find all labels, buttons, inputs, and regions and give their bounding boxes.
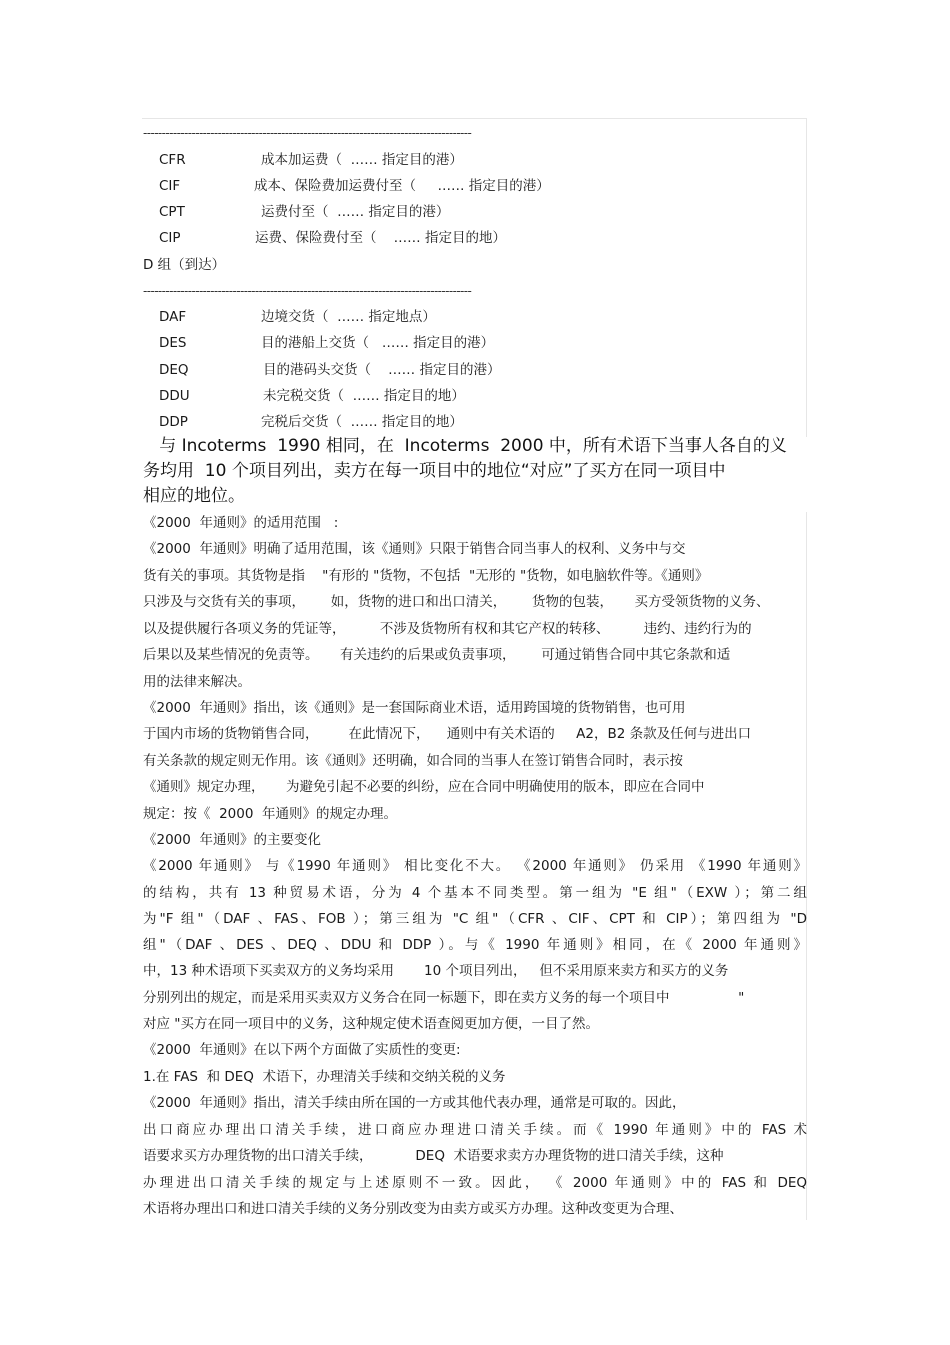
term-code: CIP — [159, 230, 181, 246]
body-line: 1.在 FAS 和 DEQ 术语下，办理清关手续和交纳关税的义务 — [143, 1069, 506, 1085]
body-line: 有关条款的规定则无作用。该《通则》还明确，如合同的当事人在签订销售合同时，表示按 — [143, 753, 683, 769]
term-row — [159, 151, 463, 169]
term-row — [159, 387, 465, 405]
body-line: 用的法律来解决。 — [143, 674, 251, 690]
term-row — [159, 177, 550, 195]
term-row — [159, 334, 494, 352]
body-line: 《2000 年通则》指出，清关手续由所在国的一方或其他代表办理，通常是可取的。因此， — [143, 1095, 686, 1111]
term-row — [159, 413, 463, 431]
term-code: DDP — [159, 414, 188, 430]
body-line: 语要求买方办理货物的出口清关手续， DEQ 术语要求卖方办理货物的进口清关手续，这种 — [143, 1148, 724, 1164]
term-desc: 目的港船上交货（ …… 指定目的港） — [261, 335, 495, 351]
body-line: 《2000 年通则》明确了适用范围，该《通则》只限于销售合同当事人的权利、义务中与交 — [143, 541, 686, 557]
term-code: CFR — [159, 152, 186, 168]
summary-paragraph-line: 相应的地位。 — [143, 486, 245, 506]
body-line: 只涉及与交货有关的事项， 如，货物的进口和出口清关， 货物的包装， 买方受领货物的义务、 — [143, 594, 770, 610]
term-desc: 成本、保险费加运费付至（ …… 指定目的港） — [254, 178, 550, 194]
body-line: 《2000 年通则》 与《1990 年通则》 相比变化不大。 《2000 年通则》 仍采用 《1990 年通则》 — [143, 858, 807, 874]
term-desc: 边境交货（ …… 指定地点） — [261, 309, 436, 325]
term-code: CPT — [159, 204, 185, 220]
term-row — [159, 229, 506, 247]
term-code: DES — [159, 335, 187, 351]
term-code: DDU — [159, 388, 190, 404]
term-code: DAF — [159, 309, 187, 325]
term-desc: 成本加运费（ …… 指定目的港） — [261, 152, 463, 168]
term-desc: 运费、保险费付至（ …… 指定目的地） — [255, 230, 506, 246]
term-desc: 完税后交货（ …… 指定目的地） — [261, 414, 463, 430]
body-line: 于国内市场的货物销售合同， 在此情况下， 通则中有关术语的 A2，B2 条款及任何与进出口 — [143, 726, 752, 742]
summary-paragraph-line: 务均用 10 个项目列出，卖方在每一项目中的地位“对应”了买方在同一项目中 — [143, 461, 726, 481]
body-line: 规定：按《 2000 年通则》的规定办理。 — [143, 806, 398, 822]
term-desc: 目的港码头交货（ …… 指定目的港） — [263, 362, 501, 378]
body-line: 《2000 年通则》的主要变化 — [143, 832, 321, 848]
body-line: 办理进出口清关手续的规定与上述原则不一致。因此， 《 2000 年通则》中的 FAS 和 DEQ — [143, 1175, 807, 1191]
body-line: 组"（DAF 、DES 、DEQ 、DDU 和 DDP ）。与《 1990 年通则》相同，在《 2000 年通则》 — [143, 937, 807, 953]
term-code: DEQ — [159, 362, 189, 378]
term-code: CIF — [159, 178, 181, 194]
d-group-title: D 组（到达） — [143, 257, 226, 273]
term-row — [159, 361, 500, 379]
body-line: 出口商应办理出口清关手续，进口商应办理进口清关手续。而《 1990 年通则》中的 FAS 术 — [143, 1122, 807, 1138]
body-line: 《2000 年通则》指出，该《通则》是一套国际商业术语，适用跨国境的货物销售，也可用 — [143, 700, 686, 716]
body-line: 《通则》规定办理， 为避免引起不必要的纠纷，应在合同中明确使用的版本，即应在合同中 — [143, 779, 705, 795]
body-line: 中，13 种术语项下买卖双方的义务均采用 10 个项目列出， 但不采用原来卖方和买方的义务 — [143, 963, 729, 979]
body-line: 的结构，共有 13 种贸易术语，分为 4 个基本不同类型。第一组为 "E 组"（EXW ）；第二组 — [143, 885, 807, 901]
body-line: 货有关的事项。其货物是指 "有形的 "货物，不包括 "无形的 "货物，如电脑软件等。《通则》 — [143, 568, 709, 584]
body-line: 术语将办理出口和进口清关手续的义务分别改变为由卖方或买方办理。这种改变更为合理、 — [143, 1201, 683, 1217]
body-line: 后果以及某些情况的免责等。 有关违约的后果或负责事项， 可通过销售合同中其它条款和适 — [143, 647, 731, 663]
divider-dashes: ---------------------------------------------------------------------------------------- — [143, 126, 472, 140]
summary-paragraph-line: 与 Incoterms 1990 相同，在 Incoterms 2000 中，所有术语下当事人各自的义 — [143, 436, 787, 456]
body-line: 为"F 组"（DAF 、FAS、FOB ）；第三组为 "C 组"（CFR 、CIF、CPT 和 CIP）；第四组为 "D — [143, 911, 807, 927]
body-line: 对应 "买方在同一项目中的义务，这种规定使术语查阅更加方便，一目了然。 — [143, 1016, 599, 1032]
body-line: 分别列出的规定，而是采用买卖双方义务合在同一标题下，即在卖方义务的每一个项目中 " — [143, 990, 745, 1006]
body-line: 《2000 年通则》在以下两个方面做了实质性的变更: — [143, 1042, 461, 1058]
body-line: 以及提供履行各项义务的凭证等， 不涉及货物所有权和其它产权的转移、 违约、违约行为的 — [143, 621, 752, 637]
term-row — [159, 308, 436, 326]
divider-dashes: ---------------------------------------------------------------------------------------- — [143, 284, 472, 298]
body-line: 《2000 年通则》的适用范围 : — [143, 515, 339, 531]
term-row — [159, 203, 449, 221]
term-desc: 未完税交货（ …… 指定目的地） — [263, 388, 465, 404]
term-desc: 运费付至（ …… 指定目的港） — [261, 204, 450, 220]
